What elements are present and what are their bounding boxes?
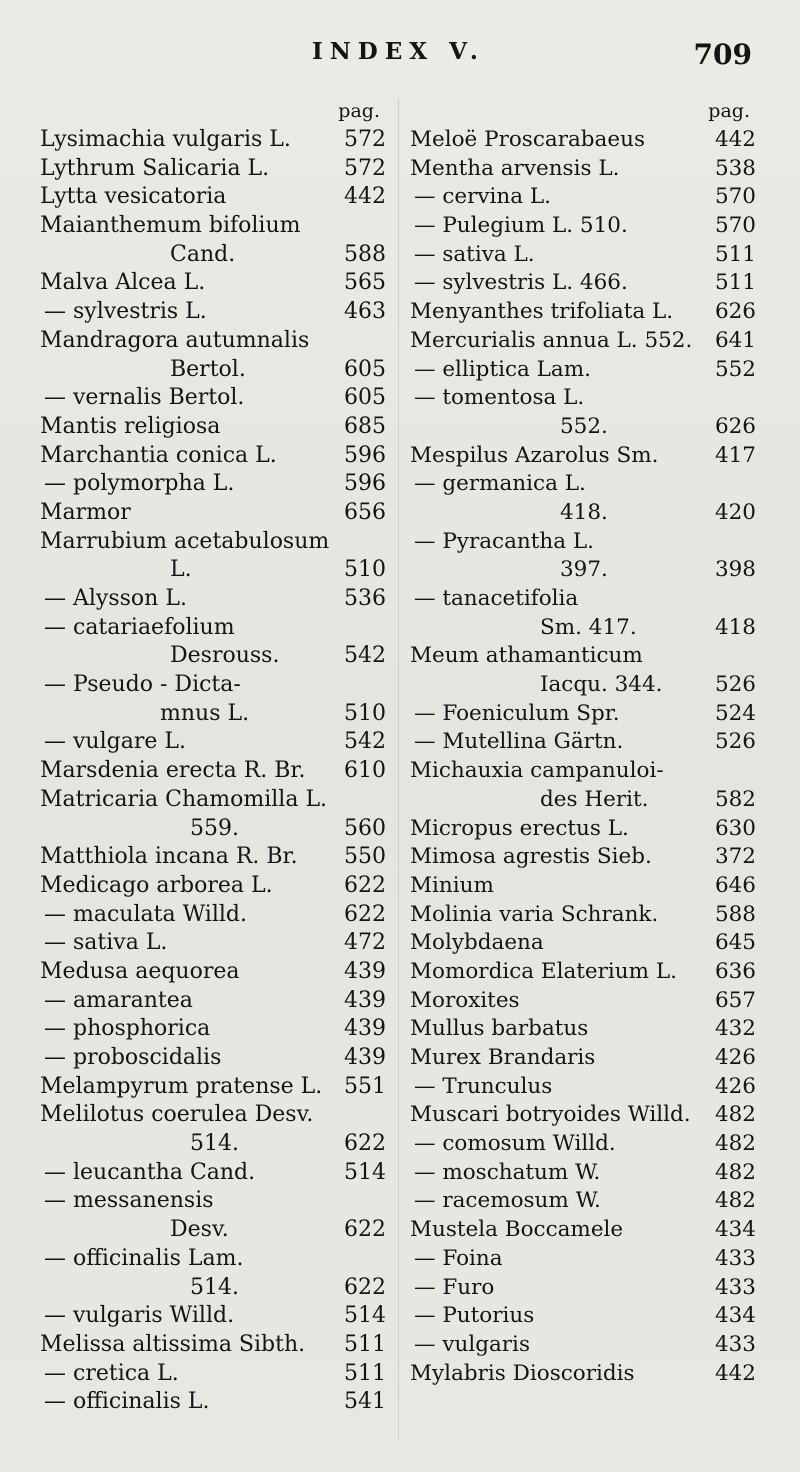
index-entry (40, 212, 386, 241)
entry-pages: 432 (714, 1016, 756, 1042)
index-entry (40, 413, 386, 442)
entry-term: Mercurialis annua L. 552. (410, 327, 693, 353)
entry-term: — Furo (414, 1274, 495, 1300)
entry-pages: 622 (344, 1274, 386, 1300)
entry-term: Lythrum Salicaria L. (40, 155, 270, 181)
index-entry (410, 1360, 756, 1389)
running-title: INDEX V. (312, 38, 485, 65)
index-entry (40, 700, 386, 729)
index-entry (40, 642, 386, 671)
index-entry (40, 126, 386, 155)
entry-term: Bertol. (170, 356, 246, 382)
entry-term: Mustela Boccamele (410, 1217, 624, 1243)
index-entry (40, 757, 386, 786)
entry-pages: 541 (344, 1389, 386, 1415)
entry-pages: 572 (344, 127, 386, 152)
entry-pages: 463 (344, 299, 386, 325)
index-entry (40, 269, 386, 298)
entry-term: — Trunculus (414, 1073, 553, 1099)
entry-term: — sylvestris L. 466. (414, 270, 628, 296)
index-entry (410, 671, 756, 700)
entry-pages: 570 (714, 184, 756, 210)
entry-term: Matthiola incana R. Br. (40, 844, 298, 870)
entry-term: Marsdenia erecta R. Br. (40, 758, 306, 784)
entry-term: Desv. (170, 1217, 229, 1243)
column-divider (398, 100, 399, 1440)
entry-term: des Herit. (540, 786, 649, 812)
entry-pages: 610 (344, 758, 386, 784)
index-entry (410, 183, 756, 212)
entry-pages: 656 (344, 499, 386, 525)
entry-term: Lytta vesicatoria (40, 184, 227, 210)
entry-pages: 434 (714, 1303, 756, 1329)
entry-pages: 511 (714, 241, 756, 267)
entry-term: Meum athamanticum (410, 643, 643, 669)
entry-pages: 626 (714, 299, 756, 325)
entry-term: — polymorpha L. (44, 471, 235, 497)
entry-pages: 560 (344, 815, 386, 841)
entry-pages: 622 (344, 1131, 386, 1157)
entry-term: Molybdaena (410, 930, 544, 956)
entry-pages: 472 (344, 930, 386, 956)
entry-term: — Foina (414, 1245, 503, 1271)
entry-term: — cretica L. (44, 1360, 179, 1386)
index-entry (40, 241, 386, 270)
entry-term: Meloë Proscarabaeus (410, 127, 645, 152)
entry-term: Melissa altissima Sibth. (40, 1331, 306, 1357)
index-entry (40, 1245, 386, 1274)
entry-term: Marrubium acetabulosum (40, 528, 330, 554)
entry-term: — sativa L. (44, 930, 168, 956)
entry-pages: 641 (714, 327, 756, 353)
index-entry (410, 269, 756, 298)
entry-term: — vulgare L. (44, 729, 186, 755)
entry-term: Mullus barbatus (410, 1016, 589, 1042)
index-entry (410, 155, 756, 184)
entry-term: Menyanthes trifoliata L. (410, 299, 674, 325)
left-index-column (40, 96, 386, 1417)
index-entry (40, 1302, 386, 1331)
entry-term: Medusa aequorea (40, 958, 240, 984)
entry-pages: 482 (714, 1159, 756, 1185)
index-entry (40, 1101, 386, 1130)
index-entry (40, 929, 386, 958)
entry-pages: 526 (714, 672, 756, 698)
entry-pages: 622 (344, 872, 386, 898)
entry-pages: 572 (344, 155, 386, 181)
index-entry (410, 929, 756, 958)
entry-pages: 626 (714, 413, 756, 439)
entry-pages: 685 (344, 413, 386, 439)
entry-term: — proboscidalis (44, 1045, 222, 1070)
index-entry (40, 1331, 386, 1360)
entry-pages: 514 (344, 1159, 386, 1185)
entry-pages: 511 (714, 270, 756, 296)
index-entry (410, 815, 756, 844)
entry-pages: 657 (714, 987, 756, 1013)
entry-term: Mimosa agrestis Sieb. (410, 844, 652, 870)
entry-term: — maculata Willd. (44, 901, 247, 927)
entry-term: — Foeniculum Spr. (414, 700, 620, 726)
entry-pages: 588 (344, 241, 386, 267)
entry-pages: 542 (344, 729, 386, 755)
index-entry (40, 1044, 386, 1073)
index-entry (40, 1388, 386, 1417)
index-entry (410, 757, 756, 786)
entry-term: — tomentosa L. (414, 385, 585, 411)
entry-pages: 596 (344, 471, 386, 497)
entry-term: — cervina L. (414, 184, 552, 210)
index-entry (410, 298, 756, 327)
entry-term: Momordica Elaterium L. (410, 958, 677, 984)
index-entry (40, 614, 386, 643)
index-entry (410, 614, 756, 643)
index-entry (40, 1274, 386, 1303)
entry-term: Micropus erectus L. (410, 815, 629, 841)
index-entry (410, 470, 756, 499)
entry-term: Marchantia conica L. (40, 442, 277, 468)
entry-term: Malva Alcea L. (40, 270, 206, 296)
index-entry (40, 470, 386, 499)
index-entry (410, 1015, 756, 1044)
entry-pages: 433 (714, 1245, 756, 1271)
index-entry (410, 384, 756, 413)
index-entry (410, 413, 756, 442)
right-index-column (410, 96, 756, 1388)
entry-term: — officinalis Lam. (44, 1245, 244, 1271)
index-entry (410, 1130, 756, 1159)
entry-pages: 426 (714, 1045, 756, 1070)
entry-term: Medicago arborea L. (40, 872, 273, 898)
entry-term: — Mutellina Gärtn. (414, 729, 624, 755)
entry-term: Iacqu. 344. (540, 672, 663, 698)
entry-term: 514. (190, 1274, 239, 1300)
entry-term: Mentha arvensis L. (410, 155, 620, 181)
index-entry (410, 1187, 756, 1216)
entry-pages: 514 (344, 1303, 386, 1329)
index-entry (410, 1274, 756, 1303)
index-entry (40, 958, 386, 987)
entry-term: mnus L. (160, 700, 250, 726)
entry-term: 552. (560, 413, 608, 439)
entry-pages: 538 (714, 155, 756, 181)
index-entry (410, 786, 756, 815)
entry-term: Minium (410, 872, 494, 898)
entry-pages: 439 (344, 987, 386, 1013)
entry-term: — tanacetifolia (414, 586, 579, 611)
index-entry (410, 1245, 756, 1274)
index-entry (410, 958, 756, 987)
entry-term: Mandragora autumnalis (40, 327, 310, 353)
entry-term: Matricaria Chamomilla L. (40, 786, 328, 812)
index-entry (410, 556, 756, 585)
entry-pages: 510 (344, 557, 386, 583)
entry-pages: 622 (344, 1217, 386, 1243)
entry-pages: 439 (344, 958, 386, 984)
index-entry (40, 356, 386, 385)
entry-pages: 550 (344, 844, 386, 870)
entry-pages: 552 (714, 356, 756, 382)
entry-term: — sylvestris L. (44, 299, 207, 325)
index-entry (40, 987, 386, 1016)
entry-term: — amarantea (44, 987, 193, 1013)
entry-term: — Alysson L. (44, 586, 187, 611)
entry-term: Cand. (170, 241, 236, 267)
entry-pages: 482 (714, 1188, 756, 1214)
entry-term: Melampyrum pratense L. (40, 1073, 323, 1099)
entry-pages: 605 (344, 385, 386, 411)
index-entry (40, 155, 386, 184)
index-entry (410, 843, 756, 872)
right-entry-list (410, 126, 756, 1388)
entry-term: Sm. 417. (540, 614, 637, 640)
entry-pages: 418 (714, 614, 756, 640)
entry-pages: 636 (714, 958, 756, 984)
entry-pages: 398 (714, 557, 756, 583)
index-entry (40, 843, 386, 872)
entry-pages: 433 (714, 1274, 756, 1300)
entry-term: Melilotus coerulea Desv. (40, 1102, 314, 1128)
index-entry (40, 1216, 386, 1245)
entry-pages: 482 (714, 1102, 756, 1128)
entry-pages: 372 (714, 844, 756, 870)
entry-term: — messanensis (44, 1188, 214, 1214)
index-entry (40, 327, 386, 356)
entry-term: — moschatum W. (414, 1159, 601, 1185)
entry-term: — phosphorica (44, 1016, 211, 1042)
page-header (0, 34, 800, 84)
entry-pages: 510 (344, 700, 386, 726)
entry-term: Moroxites (410, 987, 520, 1013)
entry-pages: 582 (714, 786, 756, 812)
entry-term: Muscari botryoides Willd. (410, 1102, 691, 1128)
index-entry (410, 1044, 756, 1073)
entry-pages: 630 (714, 815, 756, 841)
entry-term: — Pulegium L. 510. (414, 213, 628, 239)
entry-term: — elliptica Lam. (414, 356, 591, 382)
entry-term: Molinia varia Schrank. (410, 901, 659, 927)
entry-term: Marmor (40, 499, 131, 525)
entry-term: 559. (190, 815, 239, 841)
entry-pages: 551 (344, 1073, 386, 1099)
entry-term: L. (170, 557, 192, 583)
index-entry (40, 585, 386, 614)
index-entry (40, 815, 386, 844)
entry-pages: 417 (714, 442, 756, 468)
index-entry (40, 442, 386, 471)
entry-pages: 565 (344, 270, 386, 296)
index-entry (410, 1302, 756, 1331)
index-entry (410, 1216, 756, 1245)
index-entry (410, 700, 756, 729)
index-entry (40, 1159, 386, 1188)
entry-pages: 420 (714, 499, 756, 525)
entry-term: — racemosum W. (414, 1188, 601, 1214)
entry-term: Michauxia campanuloi- (410, 758, 664, 784)
page-number: 709 (693, 38, 752, 71)
entry-term: 514. (190, 1131, 239, 1157)
index-entry (40, 1015, 386, 1044)
entry-pages: 570 (714, 213, 756, 239)
index-entry (410, 642, 756, 671)
index-entry (40, 1130, 386, 1159)
entry-term: — officinalis L. (44, 1389, 210, 1415)
entry-term: Murex Brandaris (410, 1045, 596, 1070)
index-entry (410, 1101, 756, 1130)
entry-term: Lysimachia vulgaris L. (40, 127, 291, 152)
entry-term: — vulgaris (414, 1331, 530, 1357)
entry-term: — Putorius (414, 1303, 535, 1329)
entry-pages: 442 (344, 184, 386, 210)
entry-term: — sativa L. (414, 241, 535, 267)
entry-pages: 622 (344, 901, 386, 927)
index-entry (40, 499, 386, 528)
index-entry (410, 728, 756, 757)
index-entry (410, 241, 756, 270)
index-entry (40, 384, 386, 413)
index-entry (410, 901, 756, 930)
entry-term: 418. (560, 499, 608, 525)
index-entry (410, 1073, 756, 1102)
entry-term: Maianthemum bifolium (40, 213, 301, 239)
entry-term: — catariaefolium (44, 614, 235, 640)
entry-term: Mantis religiosa (40, 413, 221, 439)
entry-pages: 605 (344, 356, 386, 382)
entry-pages: 439 (344, 1045, 386, 1070)
entry-term: — Pseudo - Dicta- (44, 672, 241, 698)
entry-pages: 433 (714, 1331, 756, 1357)
entry-term: Desrouss. (170, 643, 280, 669)
entry-pages: 596 (344, 442, 386, 468)
entry-pages: 511 (344, 1331, 386, 1357)
entry-pages: 645 (714, 930, 756, 956)
index-entry (410, 1159, 756, 1188)
left-entry-list (40, 126, 386, 1417)
entry-pages: 442 (714, 127, 756, 152)
index-entry (40, 671, 386, 700)
pag-heading-right: pag. (708, 100, 750, 122)
entry-pages: 542 (344, 643, 386, 669)
index-entry (40, 183, 386, 212)
pag-heading-left: pag. (338, 100, 380, 122)
index-entry (410, 499, 756, 528)
entry-term: — germanica L. (414, 471, 586, 497)
entry-term: — vulgaris Willd. (44, 1303, 235, 1329)
index-entry (40, 528, 386, 557)
index-entry (40, 786, 386, 815)
entry-pages: 524 (714, 700, 756, 726)
entry-pages: 526 (714, 729, 756, 755)
index-entry (40, 1360, 386, 1389)
index-entry (40, 556, 386, 585)
index-entry (410, 987, 756, 1016)
entry-term: — comosum Willd. (414, 1131, 616, 1157)
index-entry (410, 1331, 756, 1360)
index-entry (410, 327, 756, 356)
entry-pages: 442 (714, 1360, 756, 1386)
entry-term: — Pyracantha L. (414, 528, 594, 554)
entry-pages: 536 (344, 586, 386, 611)
index-entry (40, 298, 386, 327)
entry-pages: 434 (714, 1217, 756, 1243)
index-entry (40, 1073, 386, 1102)
index-entry (410, 528, 756, 557)
index-entry (410, 585, 756, 614)
entry-pages: 646 (714, 872, 756, 898)
index-entry (40, 872, 386, 901)
index-entry (410, 356, 756, 385)
index-entry (40, 901, 386, 930)
entry-pages: 511 (344, 1360, 386, 1386)
index-entry (40, 728, 386, 757)
entry-pages: 482 (714, 1131, 756, 1157)
index-entry (410, 442, 756, 471)
entry-pages: 426 (714, 1073, 756, 1099)
index-entry (40, 1187, 386, 1216)
entry-pages: 588 (714, 901, 756, 927)
entry-term: Mespilus Azarolus Sm. (410, 442, 659, 468)
entry-term: — leucantha Cand. (44, 1159, 256, 1185)
index-entry (410, 126, 756, 155)
entry-term: 397. (560, 557, 608, 583)
entry-term: Mylabris Dioscoridis (410, 1360, 635, 1386)
index-entry (410, 212, 756, 241)
index-entry (410, 872, 756, 901)
entry-term: — vernalis Bertol. (44, 385, 245, 411)
entry-pages: 439 (344, 1016, 386, 1042)
